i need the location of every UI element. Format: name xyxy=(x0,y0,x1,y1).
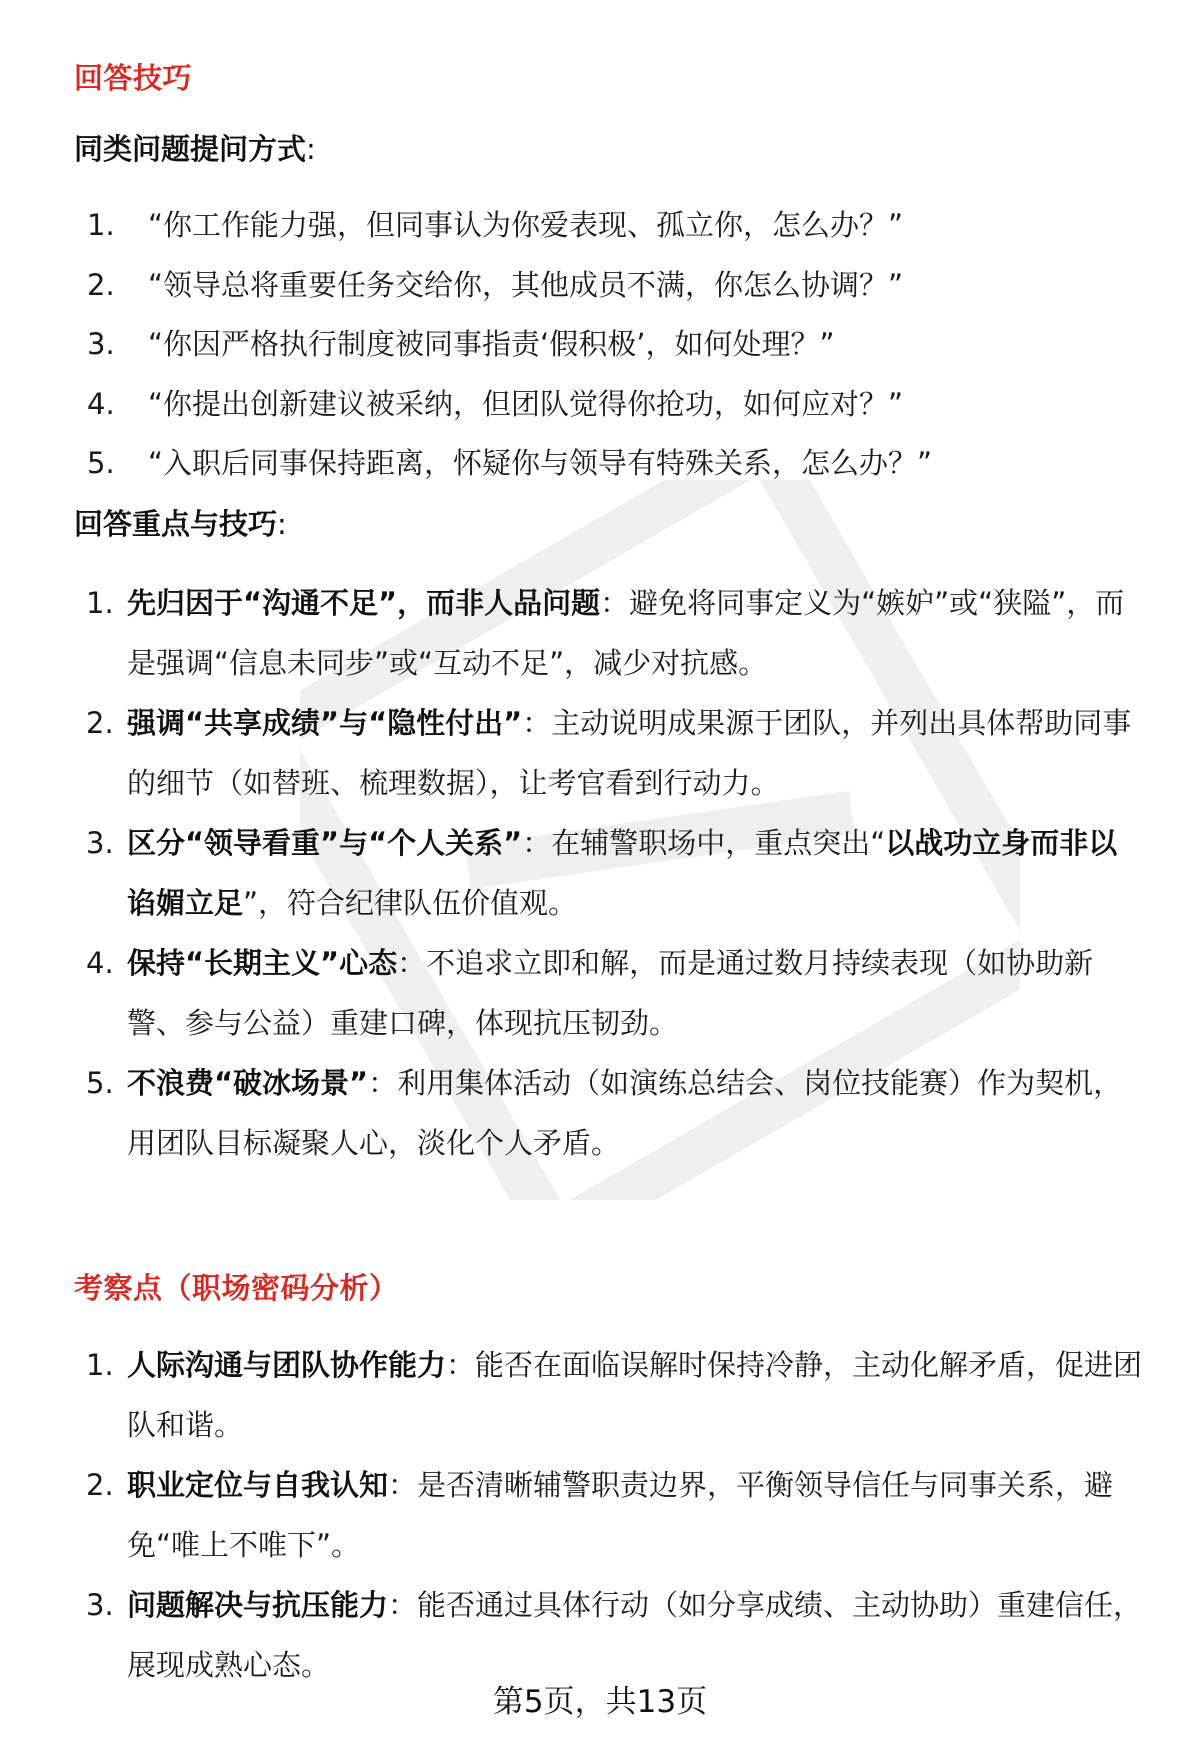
list-text: “你工作能力强，但同事认为你爱表现、孤立你，怎么办？” xyxy=(148,208,904,242)
list-text: “你因严格执行制度被同事指责‘假积极’，如何处理？” xyxy=(148,327,835,361)
list-text: ：避免将同事定义为“嫉妒”或“狭隘”，而是强调“信息未同步”或“互动不足”，减少对抗感。 xyxy=(127,586,1125,680)
list-bold-text: 职业定位与自我认知 xyxy=(127,1468,389,1502)
list-number: 4. xyxy=(87,386,115,421)
list-bold-text: 保持“长期主义”心态 xyxy=(127,946,398,980)
list-text: ：在辅警职场中，重点突出“ xyxy=(522,826,886,860)
list-number: 2. xyxy=(86,1468,114,1502)
list-bold-text: 先归因于“沟通不足”，而非人品问题 xyxy=(127,586,601,620)
list-item xyxy=(74,315,1144,375)
list-bold-text: 不浪费“破冰场景” xyxy=(127,1066,369,1100)
section-title-similar-questions xyxy=(74,127,316,168)
list-number: 2. xyxy=(86,706,114,740)
list-item xyxy=(74,375,1144,435)
list-bold-text: 强调“共享成绩”与“隐性付出” xyxy=(127,706,523,740)
list-bold-text: 问题解决与抗压能力 xyxy=(127,1588,389,1622)
section-title-key-points xyxy=(74,502,287,543)
exam-points-list xyxy=(74,1335,1144,1695)
list-item xyxy=(74,434,1144,494)
list-number: 3. xyxy=(87,327,115,361)
list-item xyxy=(74,573,1144,693)
list-bold-text: 以战功立身而非以谄媚立足 xyxy=(127,826,1118,920)
list-number: 5. xyxy=(86,1066,114,1100)
list-number: 1. xyxy=(86,1348,114,1382)
list-item xyxy=(74,256,1144,316)
list-text: ”，符合纪律队伍价值观。 xyxy=(243,886,578,920)
list-text: ：利用集体活动（如演练总结会、岗位技能赛）作为契机，用团队目标凝聚人心，淡化个人矛盾。 xyxy=(127,1066,1123,1160)
section-title-exam-points: 考察点（职场密码分析） xyxy=(74,1271,399,1305)
list-text: “入职后同事保持距离，怀疑你与领导有特殊关系，怎么办？” xyxy=(148,446,933,480)
list-bold-text: 人际沟通与团队协作能力 xyxy=(127,1348,447,1382)
list-number: 5. xyxy=(87,446,115,480)
section-title-answer-tips: 回答技巧 xyxy=(74,61,193,95)
key-points-colon: : xyxy=(277,507,287,541)
list-number: 4. xyxy=(86,946,114,980)
list-bold-text: 区分“领导看重”与“个人关系” xyxy=(127,826,523,860)
list-item xyxy=(74,1335,1144,1455)
list-item xyxy=(74,933,1144,1053)
similar-questions-title: 同类问题提问方式 xyxy=(74,132,307,166)
page-footer: 第5页，共13页 xyxy=(492,1684,708,1720)
list-number: 3. xyxy=(86,1588,114,1622)
key-points-list xyxy=(74,573,1144,1173)
list-number: 2. xyxy=(87,267,115,302)
list-item xyxy=(74,1455,1144,1575)
list-item xyxy=(74,693,1144,813)
list-number: 3. xyxy=(86,826,114,860)
list-text: ：能否在面临误解时保持冷静，主动化解矛盾，促进团队和谐。 xyxy=(127,1348,1143,1442)
list-number: 1. xyxy=(86,586,114,620)
similar-questions-colon: : xyxy=(306,132,316,166)
list-item xyxy=(74,196,1144,256)
list-item xyxy=(74,813,1144,933)
list-text: ：主动说明成果源于团队，并列出具体帮助同事的细节（如替班、梳理数据），让考官看到行动力。 xyxy=(127,706,1132,800)
list-number: 1. xyxy=(87,208,115,242)
list-text: “你提出创新建议被采纳，但团队觉得你抢功，如何应对？” xyxy=(148,386,904,421)
list-item xyxy=(74,1053,1144,1173)
list-text: ：能否通过具体行动（如分享成绩、主动协助）重建信任，展现成熟心态。 xyxy=(127,1588,1143,1682)
list-text: “领导总将重要任务交给你，其他成员不满，你怎么协调？” xyxy=(148,267,904,302)
key-points-title: 回答重点与技巧 xyxy=(74,507,278,541)
list-text: ：不追求立即和解，而是通过数月持续表现（如协助新警、参与公益）重建口碑，体现抗压韧劲。 xyxy=(127,946,1094,1040)
list-text: ：是否清晰辅警职责边界，平衡领导信任与同事关系，避免“唯上不唯下”。 xyxy=(127,1468,1114,1562)
similar-questions-list xyxy=(74,196,1144,494)
